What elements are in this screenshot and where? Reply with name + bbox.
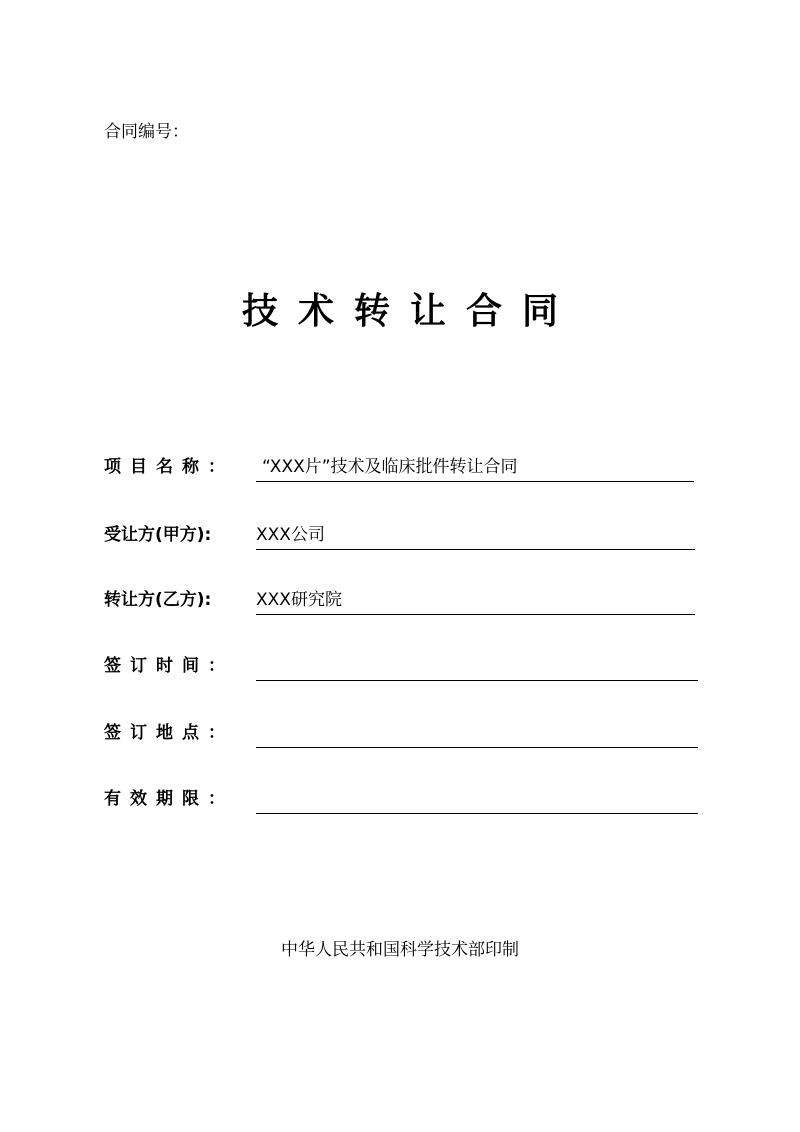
field-assignor — [104, 585, 704, 615]
field-label: 项目名称： — [104, 457, 234, 477]
project-name-line — [256, 455, 694, 482]
signing-time-line — [256, 654, 698, 681]
validity-period-line — [256, 787, 698, 814]
signing-place-line — [256, 721, 698, 748]
contract-number-label: 合同编号： — [104, 122, 189, 142]
assignor-line — [256, 588, 695, 615]
field-label: 签订时间： — [104, 656, 234, 676]
field-validity-period — [104, 784, 704, 814]
field-label: 签订地点： — [104, 723, 234, 743]
field-assignee — [104, 520, 704, 550]
field-value: XXX研究院 — [256, 590, 342, 610]
field-signing-time — [104, 651, 704, 681]
field-project-name — [104, 452, 704, 482]
field-label: 转让方(乙方): — [104, 590, 212, 610]
field-value: XXX公司 — [256, 525, 325, 545]
field-label: 有效期限： — [104, 789, 234, 809]
document-title: 技术转让合同 — [241, 291, 578, 332]
field-label: 受让方(甲方): — [104, 525, 212, 545]
field-value: “XXX片”技术及临床批件转让合同 — [262, 457, 518, 477]
issuer-footer: 中华人民共和国科学技术部印制 — [281, 940, 519, 960]
assignee-line — [256, 523, 695, 550]
field-signing-place — [104, 718, 704, 748]
